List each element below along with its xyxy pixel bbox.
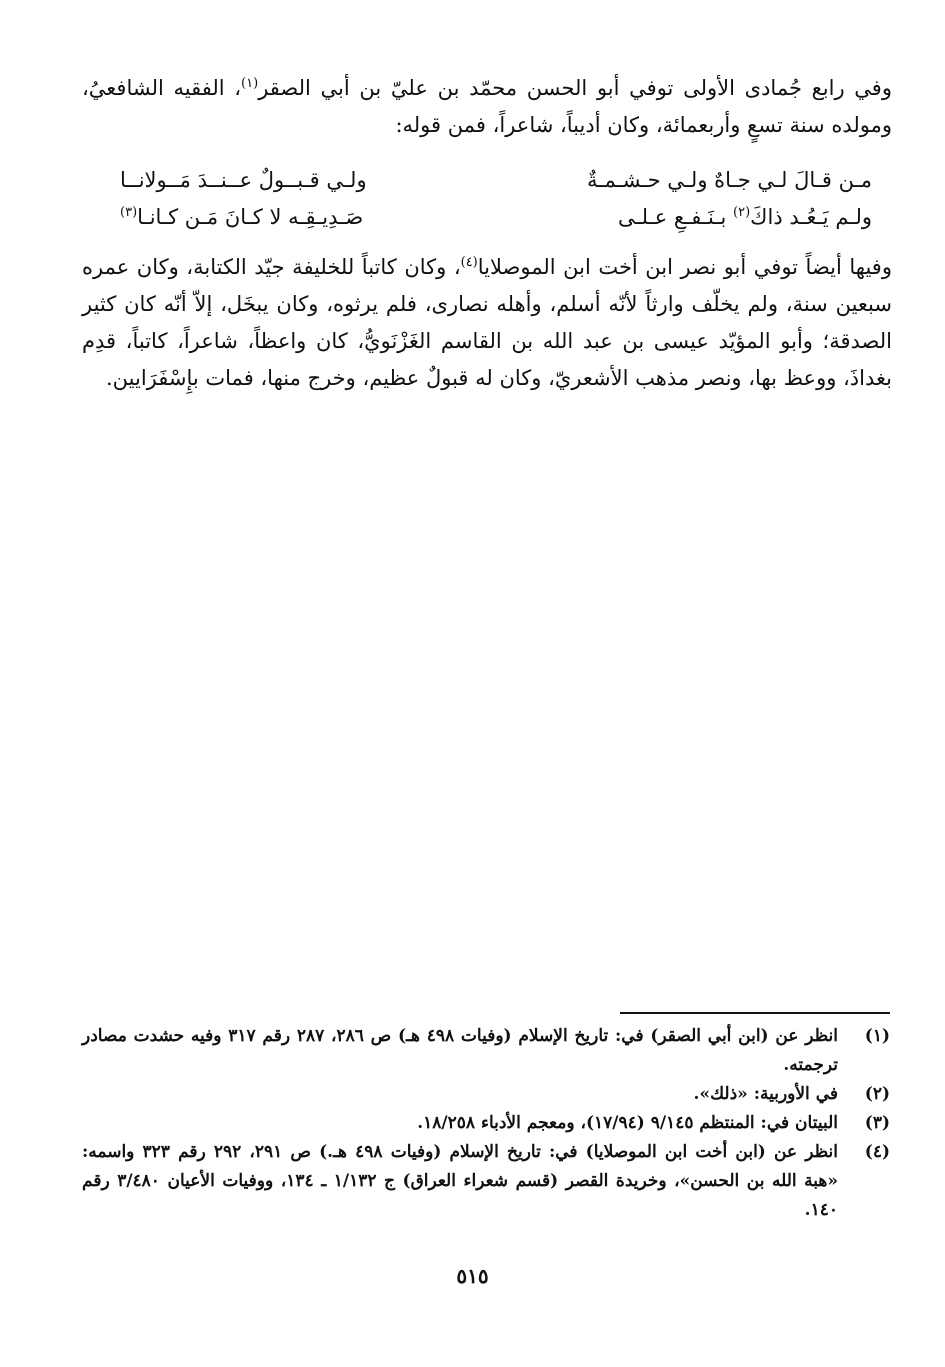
poem-line-1 xyxy=(120,162,872,199)
poem-line-1-second-hemistich: ولـي قـبــولٌ عــنــدَ مَــولانــا xyxy=(120,168,367,192)
footnote-ref-3: (٣) xyxy=(120,205,138,220)
footnote-text: انظر عن (ابن أخت ابن الموصلايا) في: تاريخ الإسلام (وفيات ٤٩٨ هـ.) ص ٢٩١، ٢٩٢ رقم ٣٢٣ واسمه: «هبة الله بن الحسن»، وخريدة القصر (قسم شعراء العراق) ج ١/١٣٢ ـ ١٣٤، ووفيات الأعيان ٣/٤٨٠ رقم ١٤٠. xyxy=(82,1142,838,1220)
footnote-text: في الأوربية: «ذلك». xyxy=(693,1084,838,1104)
paragraph-1-text-a: وفي رابع جُمادى الأولى توفي أبو الحسن محمّد بن عليّ بن أبي الصقر xyxy=(258,76,892,100)
footnote-ref-1: (١) xyxy=(241,76,259,91)
footnote-number: (٤) xyxy=(864,1142,890,1162)
footnote-number: (٢) xyxy=(864,1084,890,1104)
footnote-separator xyxy=(620,1012,890,1014)
paragraph-1 xyxy=(82,70,892,144)
page-number: ٥١٥ xyxy=(456,1264,489,1288)
poem-line-2-first-text-b: بـنَـفـعِ عـلـى xyxy=(617,205,734,229)
paragraph-1-text-b: ، الفقيه الشافعيُ، ومولده سنة تسعٍ وأربعمائة، وكان أديباً، شاعراً، فمن قوله: xyxy=(82,76,892,137)
poem-line-2-first-hemistich xyxy=(618,199,872,236)
footnote-3 xyxy=(82,1109,890,1138)
footnote-2 xyxy=(82,1080,890,1109)
footnote-number: (٣) xyxy=(864,1113,890,1133)
poem-line-1-first-hemistich: مـن قـالَ لـي جـاهٌ ولـي حـشـمـةٌ xyxy=(587,168,872,192)
footnote-4 xyxy=(82,1138,890,1225)
footnote-text: البيتان في: المنتظم ٩/١٤٥ (١٧/٩٤)، ومعجم الأدباء ١٨/٢٥٨. xyxy=(417,1113,838,1133)
poem-line-2-first-text-a: ولـم يَـعُـد ذاكَ xyxy=(750,205,872,229)
footnote-ref-4: (٤) xyxy=(460,255,478,270)
paragraph-2-text-b: ، وكان كاتباً للخليفة جيّد الكتابة، وكان عمره سبعين سنة، ولم يخلّف وارثاً لأنّه أسلم، وأهله نصارى، فلم يرثوه، وكان يبخَل، إلاّ أنّه كان كثير الصدقة؛ وأبو المؤيّد عيسى بن عبد الله بن القاسم الغَزْنَويُّ، كان واعظاً، شاعراً، كاتباً، قدِم بغداذَ، ووعظ بها، ونصر مذهب الأشعريّ، وكان له قبولٌ عظيم، وخرج منها، فمات بإِسْفَرَايين. xyxy=(82,255,892,390)
poem-line-2-second-text: صَـدِيـقِـه لا كـانَ مَـن كـانـا xyxy=(137,205,364,229)
poem-line-2 xyxy=(120,199,872,236)
footnote-number: (١) xyxy=(864,1026,890,1046)
footnote-1 xyxy=(82,1022,890,1080)
poem-line-2-second-hemistich xyxy=(120,199,363,236)
footnotes xyxy=(82,1022,890,1225)
paragraph-2 xyxy=(82,249,892,397)
poem-verses xyxy=(120,162,872,236)
footnote-ref-2: (٢) xyxy=(733,205,751,220)
paragraph-2-text-a: وفيها أيضاً توفي أبو نصر ابن أخت ابن الموصلايا xyxy=(477,255,892,279)
footnote-text: انظر عن (ابن أبي الصقر) في: تاريخ الإسلام (وفيات ٤٩٨ هـ) ص ٢٨٦، ٢٨٧ رقم ٣١٧ وفيه حشدت مصادر ترجمته. xyxy=(82,1026,838,1075)
